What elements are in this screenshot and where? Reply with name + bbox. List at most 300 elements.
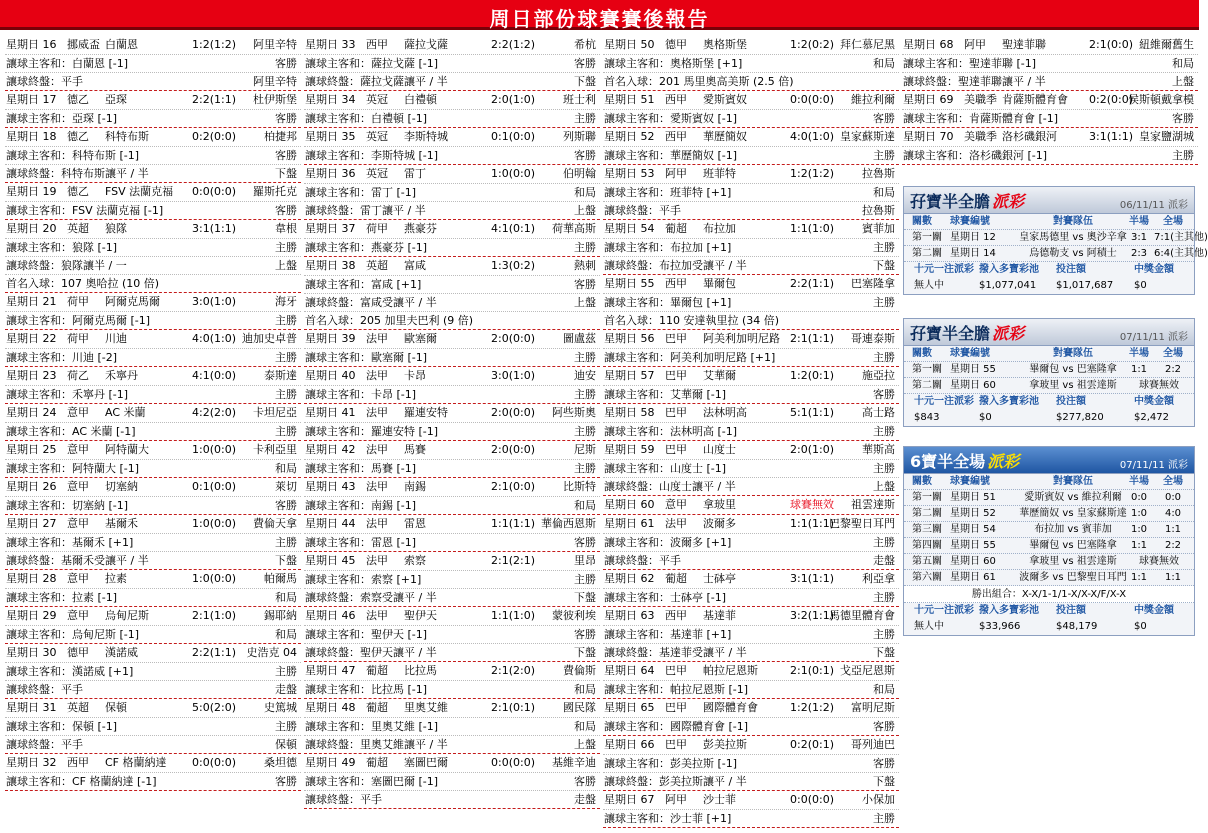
handicap-result: 和局 (574, 499, 596, 512)
payout-value-row (904, 619, 1194, 635)
round-cell: 第一關 (912, 364, 942, 375)
final-line-text (6, 736, 83, 754)
payout-label: 中獎金額 (1134, 396, 1174, 407)
away-team: 熱刺 (574, 259, 596, 272)
table-header-cell: 關數 (912, 476, 932, 487)
handicap-team: 阿特蘭大 [-1] (72, 462, 140, 475)
score: 1:2(0:1) (790, 369, 834, 382)
handicap-team: 波爾多 [+1] (670, 536, 732, 549)
score: 0:2(0:1) (790, 738, 834, 751)
match-header-row (304, 330, 600, 348)
match-header-row (304, 36, 600, 54)
handicap-row (603, 348, 899, 366)
final-line-text (6, 257, 127, 275)
match-header-row (902, 91, 1198, 109)
away-team: 蒙彼利埃 (552, 609, 596, 622)
handicap-result: 和局 (873, 57, 895, 70)
score: 2:0(0:0) (491, 406, 535, 419)
home-team: 洛杉磯銀河 (1002, 130, 1057, 143)
match-header-row (603, 165, 899, 183)
handicap-team: 拉素 [-1] (72, 591, 118, 604)
match-day: 星期日 19 (6, 185, 57, 198)
first-scorer-label: 首名入球： (305, 314, 360, 327)
handicap-result: 主勝 (574, 112, 596, 125)
match-header-row (304, 699, 600, 717)
void-cell: 球賽無效 (1139, 556, 1179, 567)
home-team: 羅連安特 (404, 406, 448, 419)
match-day: 星期日 37 (305, 222, 356, 235)
payout-label-row (904, 603, 1194, 619)
handicap-row (304, 183, 600, 201)
match-block (5, 293, 301, 330)
match-header-row (5, 478, 301, 496)
half-time-cell: 1:1 (1130, 572, 1148, 583)
payout-box (903, 186, 1208, 295)
handicap-text (604, 534, 731, 552)
match-day: 星期日 43 (305, 480, 356, 493)
final-line-result: 拉魯斯 (862, 204, 895, 217)
league: 西甲 (665, 93, 687, 106)
away-team: 巴塞隆拿 (851, 277, 895, 290)
handicap-text (604, 423, 737, 441)
handicap-result: 和局 (574, 186, 596, 199)
league: 英超 (67, 701, 89, 714)
home-team: 基達菲 (703, 609, 736, 622)
away-team: 卡坦尼亞 (253, 406, 297, 419)
handicap-result: 客勝 (574, 149, 596, 162)
handicap-result: 客勝 (873, 720, 895, 733)
match-day: 星期日 65 (604, 701, 655, 714)
handicap-row (603, 625, 899, 643)
home-team: 布拉加 (703, 222, 736, 235)
league: 西甲 (665, 277, 687, 290)
handicap-label: 讓球主客和： (6, 112, 72, 125)
payout-value-row (904, 410, 1194, 426)
final-line-row (5, 256, 301, 274)
match-header-row (5, 644, 301, 662)
league: 意甲 (67, 480, 89, 493)
match-block (5, 644, 301, 699)
payout-label: 投注額 (1056, 396, 1086, 407)
handicap-text (604, 681, 748, 699)
handicap-team: 切塞納 [-1] (72, 499, 129, 512)
payout-label: 十元一注派彩 (914, 396, 974, 407)
handicap-row (304, 238, 600, 256)
final-line-text (903, 73, 1046, 91)
handicap-text (305, 147, 438, 165)
handicap-text (604, 718, 748, 736)
handicap-text (604, 349, 775, 367)
handicap-row (5, 588, 301, 606)
handicap-result: 和局 (873, 186, 895, 199)
handicap-text (305, 534, 416, 552)
half-time-cell: 1:1 (1130, 540, 1148, 551)
table-header-cell: 半場 (1129, 348, 1149, 359)
handicap-label: 讓球主客和： (305, 628, 371, 641)
final-line-value: 彭美拉斯讓平 / 半 (659, 775, 747, 788)
match-header-row (5, 754, 301, 772)
handicap-team: 南錫 [-1] (371, 499, 417, 512)
handicap-text (305, 773, 438, 791)
match-header-row (304, 515, 600, 533)
handicap-label: 讓球主客和： (305, 720, 371, 733)
handicap-text (6, 147, 139, 165)
league: 西甲 (665, 609, 687, 622)
table-header-row (904, 346, 1194, 362)
handicap-result: 主勝 (275, 425, 297, 438)
score: 2:0(0:0) (491, 332, 535, 345)
score: 1:0(0:0) (491, 167, 535, 180)
handicap-text (604, 626, 731, 644)
handicap-team: 肯薩斯體育會 [-1] (969, 112, 1059, 125)
teams-cell: 畢爾包 vs 巴塞隆拿 (1029, 364, 1117, 375)
league: 德乙 (67, 130, 89, 143)
payout-value-row (904, 278, 1194, 294)
away-team: 高士路 (862, 406, 895, 419)
handicap-team: 歐塞爾 [-1] (371, 351, 428, 364)
match-day: 星期日 66 (604, 738, 655, 751)
final-line-value: 科特布斯讓平 / 半 (61, 167, 149, 180)
match-header-row (304, 754, 600, 772)
handicap-team: 漢諾威 [+1] (72, 665, 134, 678)
league: 荷甲 (366, 222, 388, 235)
final-line-row (304, 588, 600, 606)
table-row (904, 570, 1194, 586)
match-day: 星期日 41 (305, 406, 356, 419)
handicap-team: 基爾禾 [+1] (72, 536, 134, 549)
handicap-result: 主勝 (574, 573, 596, 586)
handicap-text (6, 55, 128, 73)
match-header-row (603, 330, 899, 348)
score: 2:1(1:1) (790, 332, 834, 345)
first-scorer-text (604, 73, 794, 91)
handicap-label: 讓球主客和： (305, 351, 371, 364)
home-team: 阿美利加明尼路 (703, 332, 780, 345)
handicap-team: 科特布斯 [-1] (72, 149, 140, 162)
handicap-team: 羅連安特 [-1] (371, 425, 439, 438)
score: 3:0(1:0) (192, 295, 236, 308)
match-header-row (902, 36, 1198, 54)
match-day: 星期日 53 (604, 167, 655, 180)
league: 美職季 (964, 93, 997, 106)
away-team: 迪安 (574, 369, 596, 382)
first-scorer-row (5, 274, 301, 292)
match-block (5, 441, 301, 478)
handicap-team: 烏甸尼斯 [-1] (72, 628, 140, 641)
handicap-result: 客勝 (574, 536, 596, 549)
handicap-row (603, 183, 899, 201)
final-line-label: 讓球終盤： (604, 259, 659, 272)
final-line-result: 上盤 (574, 204, 596, 217)
handicap-result: 主勝 (574, 425, 596, 438)
first-scorer-label: 首名入球： (6, 277, 61, 290)
handicap-row (304, 422, 600, 440)
match-block (902, 91, 1198, 128)
match-header-row (603, 404, 899, 422)
handicap-result: 主勝 (873, 628, 895, 641)
away-team: 荷華高斯 (552, 222, 596, 235)
final-line-row (5, 551, 301, 569)
handicap-result: 主勝 (275, 241, 297, 254)
handicap-row (5, 238, 301, 256)
teams-cell: 波爾多 vs 巴黎聖日耳門 (1019, 572, 1127, 583)
handicap-label: 讓球主客和： (305, 186, 371, 199)
match-block (304, 165, 600, 220)
handicap-result: 和局 (275, 462, 297, 475)
final-line-row (304, 293, 600, 311)
league: 葡超 (366, 701, 388, 714)
full-time-cell: 4:0 (1164, 508, 1182, 519)
table-header-cell: 球賽編號 (950, 216, 990, 227)
match-block (603, 570, 899, 607)
handicap-result: 客勝 (275, 204, 297, 217)
match-day: 星期日 17 (6, 93, 57, 106)
away-team: 列斯聯 (563, 130, 596, 143)
page-title: 周日部份球賽賽後報告 (489, 7, 710, 31)
box-date: 07/11/11 派彩 (1119, 460, 1188, 471)
handicap-team: 畢爾包 [+1] (670, 296, 732, 309)
handicap-label: 讓球主客和： (6, 462, 72, 475)
handicap-label: 讓球主客和： (604, 462, 670, 475)
final-line-text (604, 773, 747, 791)
final-line-text (305, 294, 437, 312)
league: 英冠 (366, 93, 388, 106)
handicap-text (305, 681, 427, 699)
final-line-result: 下盤 (574, 646, 596, 659)
match-block (603, 607, 899, 662)
handicap-team: 士砵亭 [-1] (670, 591, 727, 604)
away-team: 史浩克 04 (246, 646, 297, 659)
final-line-result: 保頓 (275, 738, 297, 751)
final-line-label: 讓球終盤： (604, 554, 659, 567)
league: 巴甲 (665, 701, 687, 714)
match-block (603, 404, 899, 441)
league: 德甲 (67, 646, 89, 659)
handicap-result: 主勝 (275, 720, 297, 733)
handicap-row (603, 754, 899, 772)
final-line-text (305, 644, 437, 662)
table-header-cell: 關數 (912, 348, 932, 359)
final-line-label: 讓球終盤： (903, 75, 958, 88)
teams-cell: 拿玻里 vs 祖雲達斯 (1029, 556, 1117, 567)
away-team: 富明尼斯 (851, 701, 895, 714)
home-team: 阿爾克馬爾 (105, 295, 160, 308)
handicap-row (5, 109, 301, 127)
score: 4:0(1:0) (790, 130, 834, 143)
match-block (5, 36, 301, 91)
handicap-result: 主勝 (275, 314, 297, 327)
away-team: 里昂 (574, 554, 596, 567)
score: 1:1(1:1) (491, 517, 535, 530)
handicap-team: CF 格蘭納達 [-1] (72, 775, 157, 788)
handicap-label: 讓球主客和： (604, 720, 670, 733)
away-team: 戈亞尼恩斯 (840, 664, 895, 677)
match-block (304, 91, 600, 128)
handicap-row (5, 772, 301, 790)
handicap-result: 主勝 (873, 425, 895, 438)
home-team: 拉素 (105, 572, 127, 585)
handicap-label: 讓球主客和： (305, 57, 371, 70)
league: 意甲 (67, 609, 89, 622)
match-header-row (5, 699, 301, 717)
table-header-cell: 半場 (1129, 476, 1149, 487)
final-line-result: 上盤 (1172, 75, 1194, 88)
handicap-row (5, 717, 301, 735)
teams-cell: 畢爾包 vs 巴塞隆拿 (1029, 540, 1117, 551)
home-team: 艾華爾 (703, 369, 736, 382)
league: 西甲 (665, 130, 687, 143)
handicap-text (305, 386, 416, 404)
home-team: 波爾多 (703, 517, 736, 530)
final-line-value: 平手 (360, 793, 382, 806)
home-team: 拿玻里 (703, 498, 736, 511)
match-day: 星期日 28 (6, 572, 57, 585)
league: 意甲 (665, 498, 687, 511)
final-line-text (6, 552, 149, 570)
handicap-label: 讓球主客和： (6, 204, 72, 217)
handicap-team: 卡昂 [-1] (371, 388, 417, 401)
handicap-row (5, 385, 301, 403)
match-header-row (304, 441, 600, 459)
match-block (304, 36, 600, 91)
handicap-result: 客勝 (574, 57, 596, 70)
score: 1:1(1:0) (790, 222, 834, 235)
first-scorer-label: 首名入球： (604, 75, 659, 88)
match-block (304, 607, 600, 662)
match-header-row (603, 441, 899, 459)
final-line-value: 平手 (61, 738, 83, 751)
final-line-result: 走盤 (574, 793, 596, 806)
league: 葡超 (366, 756, 388, 769)
score: 1:0(0:0) (192, 517, 236, 530)
handicap-text (6, 239, 117, 257)
match-day: 星期日 60 (604, 498, 655, 511)
final-line-label: 讓球終盤： (305, 204, 360, 217)
home-team: 基爾禾 (105, 517, 138, 530)
final-line-text (305, 736, 448, 754)
home-team: 肯薩斯體育會 (1002, 93, 1068, 106)
final-line-row (304, 201, 600, 219)
handicap-team: 狼隊 [-1] (72, 241, 118, 254)
final-line-row (304, 643, 600, 661)
score: 3:0(1:0) (491, 369, 535, 382)
match-id-cell: 星期日 60 (950, 556, 996, 567)
handicap-result: 客勝 (275, 499, 297, 512)
match-header-row (304, 662, 600, 680)
match-header-row (5, 570, 301, 588)
handicap-text (6, 589, 117, 607)
handicap-team: 艾華爾 [-1] (670, 388, 727, 401)
final-line-text (604, 644, 747, 662)
away-team: 尼斯 (574, 443, 596, 456)
handicap-team: 洛杉磯銀河 [-1] (969, 149, 1048, 162)
match-block (603, 662, 899, 699)
score: 2:0(1:0) (790, 443, 834, 456)
match-header-row (304, 91, 600, 109)
half-time-cell: 1:0 (1130, 524, 1148, 535)
payout-value: $277,820 (1056, 412, 1104, 423)
handicap-text (305, 460, 416, 478)
handicap-team: AC 米蘭 [-1] (72, 425, 136, 438)
handicap-label: 讓球主客和： (6, 665, 72, 678)
payout-label-row (904, 394, 1194, 410)
match-day: 星期日 39 (305, 332, 356, 345)
match-day: 星期日 33 (305, 38, 356, 51)
match-day: 星期日 50 (604, 38, 655, 51)
match-day: 星期日 21 (6, 295, 57, 308)
result-table (904, 346, 1194, 394)
match-day: 星期日 38 (305, 259, 356, 272)
payout-value: $0 (1134, 280, 1147, 291)
home-team: 愛斯賓奴 (703, 93, 747, 106)
score: 2:1(0:0) (491, 480, 535, 493)
home-team: 雷丁 (404, 167, 426, 180)
score: 1:1(1:0) (491, 609, 535, 622)
first-scorer-value: 110 安達執里拉 (34 倍) (659, 314, 780, 327)
half-time-cell: 1:1 (1130, 364, 1148, 375)
first-scorer-value: 201 馬里奧高美斯 (2.5 倍) (659, 75, 794, 88)
league: 巴甲 (665, 406, 687, 419)
first-scorer-row (603, 72, 899, 90)
match-day: 星期日 49 (305, 756, 356, 769)
final-line-label: 讓球終盤： (604, 480, 659, 493)
match-day: 星期日 59 (604, 443, 655, 456)
home-team: 比拉馬 (404, 664, 437, 677)
away-team: 圖盧茲 (563, 332, 596, 345)
handicap-row (304, 459, 600, 477)
table-row (904, 522, 1194, 538)
handicap-team: 阿爾克馬爾 [-1] (72, 314, 151, 327)
league: 意甲 (67, 517, 89, 530)
box-header (904, 447, 1194, 474)
first-scorer-label: 首名入球： (604, 314, 659, 327)
match-header-row (304, 607, 600, 625)
away-team: 卡利亞里 (253, 443, 297, 456)
match-block (5, 699, 301, 754)
handicap-text (305, 110, 427, 128)
away-team: 基維辛迪 (552, 756, 596, 769)
match-day: 星期日 18 (6, 130, 57, 143)
home-team: 歐塞爾 (404, 332, 437, 345)
match-block (5, 478, 301, 515)
handicap-text (305, 239, 427, 257)
score: 2:1(0:1) (790, 664, 834, 677)
final-line-value: 薩拉戈薩讓平 / 半 (360, 75, 448, 88)
match-day: 星期日 34 (305, 93, 356, 106)
handicap-team: 亞琛 [-1] (72, 112, 118, 125)
match-header-row (603, 128, 899, 146)
score: 0:2(0:0) (1089, 93, 1133, 106)
match-block (5, 404, 301, 441)
final-line-text (305, 791, 382, 809)
handicap-result: 和局 (873, 683, 895, 696)
handicap-team: 白蘭恩 [-1] (72, 57, 129, 70)
match-header-row (304, 165, 600, 183)
match-day: 星期日 29 (6, 609, 57, 622)
league: 西甲 (366, 38, 388, 51)
match-day: 星期日 36 (305, 167, 356, 180)
league: 德甲 (665, 38, 687, 51)
score: 0:0(0:0) (790, 793, 834, 806)
match-header-row (603, 736, 899, 754)
final-line-label: 讓球終盤： (604, 775, 659, 788)
table-header-cell: 全場 (1163, 348, 1183, 359)
handicap-result: 和局 (1172, 57, 1194, 70)
score: 2:1(2:0) (491, 664, 535, 677)
match-day: 星期日 47 (305, 664, 356, 677)
league: 巴甲 (665, 664, 687, 677)
handicap-team: 彭美拉斯 [-1] (670, 757, 738, 770)
